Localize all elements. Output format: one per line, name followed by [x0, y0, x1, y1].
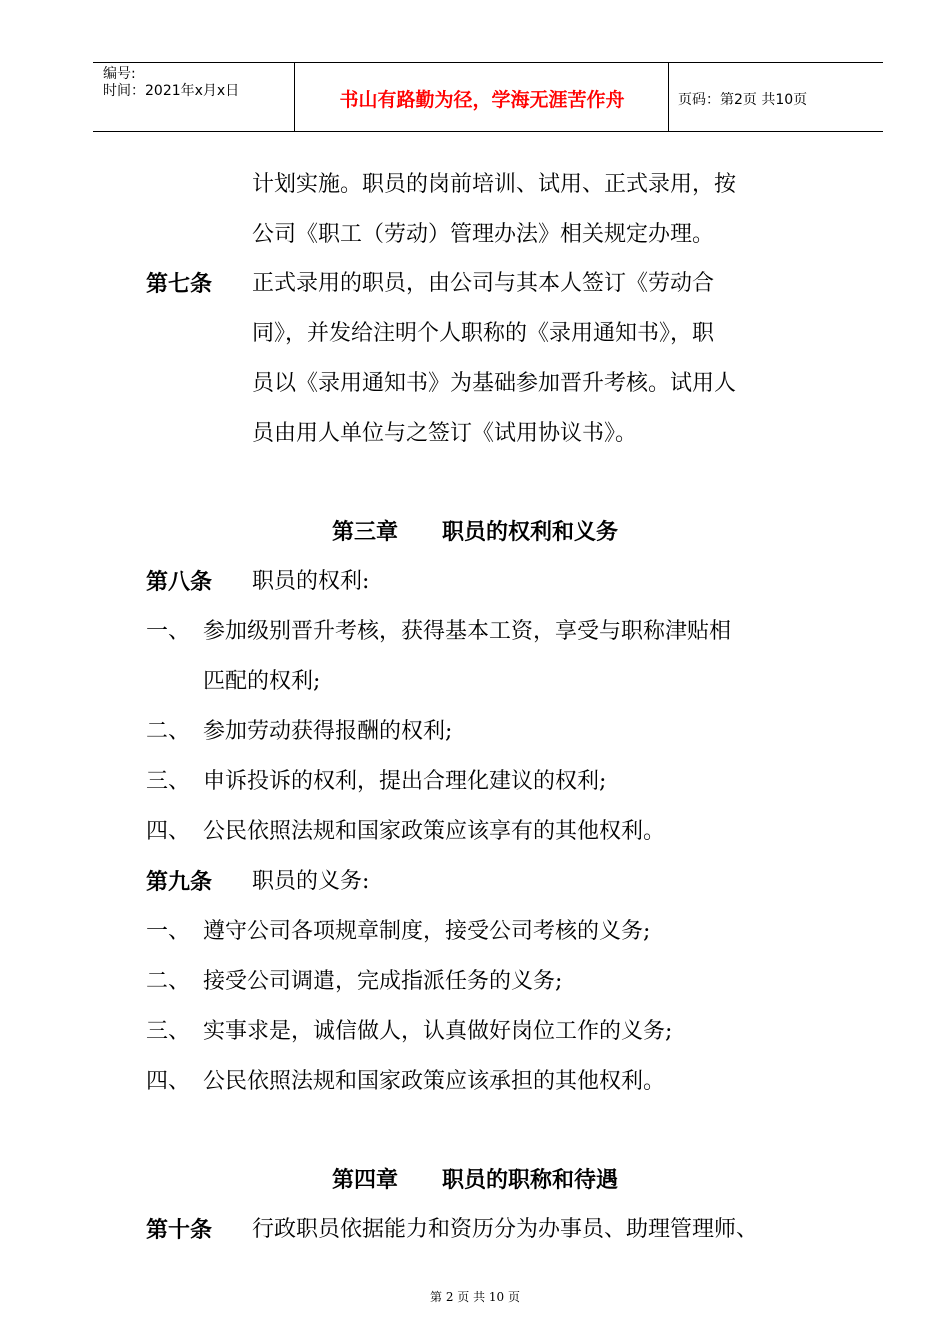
article-9-item-1-line-1: 遵守公司各项规章制度，接受公司考核的义务; [203, 919, 651, 944]
article-7-line-1: 正式录用的职员，由公司与其本人签订《劳动合 [252, 271, 715, 296]
chapter-4-heading: 第四章 职员的职称和待遇 [331, 1167, 618, 1193]
article-8-item-4-num: 四、 [146, 819, 191, 844]
article-9-title: 职员的义务: [252, 869, 370, 894]
article-9-item-3-num: 三、 [146, 1019, 191, 1044]
article-9-item-2-num: 二、 [146, 969, 191, 994]
page-footer: 第 2 页 共 10 页 [430, 1290, 520, 1304]
article-7-line-3: 员以《录用通知书》为基础参加晋升考核。试用人 [252, 371, 737, 396]
article-8-item-1-line-1: 参加级别晋升考核，获得基本工资，享受与职称津贴相 [203, 619, 732, 644]
article-9-item-2-line-1: 接受公司调遣，完成指派任务的义务; [203, 969, 563, 994]
continuation-line-2: 公司《职工（劳动）管理办法》相关规定办理。 [252, 222, 715, 247]
document-time: 时间：2021年x月x日 [103, 83, 240, 99]
article-8-item-3-line-1: 申诉投诉的权利，提出合理化建议的权利; [203, 769, 607, 794]
article-8-label: 第八条 [146, 569, 213, 595]
article-7-line-2: 同》，并发给注明个人职称的《录用通知书》，职 [252, 321, 715, 346]
article-8-item-3-num: 三、 [146, 769, 191, 794]
article-9-label: 第九条 [146, 869, 213, 895]
article-10-line-1: 行政职员依据能力和资历分为办事员、助理管理师、 [252, 1217, 759, 1242]
article-8-item-2-line-1: 参加劳动获得报酬的权利; [203, 719, 453, 744]
article-8-item-1-line-2: 匹配的权利; [203, 669, 321, 694]
header-divider-left [294, 63, 295, 131]
header-motto: 书山有路勤为径，学海无涯苦作舟 [339, 89, 625, 111]
article-8-item-1-num: 一、 [146, 619, 191, 644]
article-9-item-3-line-1: 实事求是，诚信做人，认真做好岗位工作的义务; [203, 1019, 673, 1044]
article-10-label: 第十条 [146, 1217, 213, 1243]
article-9-item-1-num: 一、 [146, 919, 191, 944]
article-8-item-2-num: 二、 [146, 719, 191, 744]
article-9-item-4-line-1: 公民依照法规和国家政策应该承担的其他权利。 [203, 1069, 666, 1094]
continuation-line-1: 计划实施。职员的岗前培训、试用、正式录用，按 [252, 172, 737, 197]
article-8-item-4-line-1: 公民依照法规和国家政策应该享有的其他权利。 [203, 819, 666, 844]
chapter-3-heading: 第三章 职员的权利和义务 [331, 519, 618, 545]
article-8-title: 职员的权利: [252, 569, 370, 594]
header-meta [103, 66, 239, 100]
article-7-label: 第七条 [146, 271, 213, 297]
document-number-label: 编号: [103, 66, 136, 82]
article-7-line-4: 员由用人单位与之签订《试用协议书》。 [252, 421, 638, 446]
page-header [93, 62, 883, 132]
article-9-item-4-num: 四、 [146, 1069, 191, 1094]
header-divider-right [668, 63, 669, 131]
header-page-number: 页码：第2页 共10页 [678, 92, 808, 108]
